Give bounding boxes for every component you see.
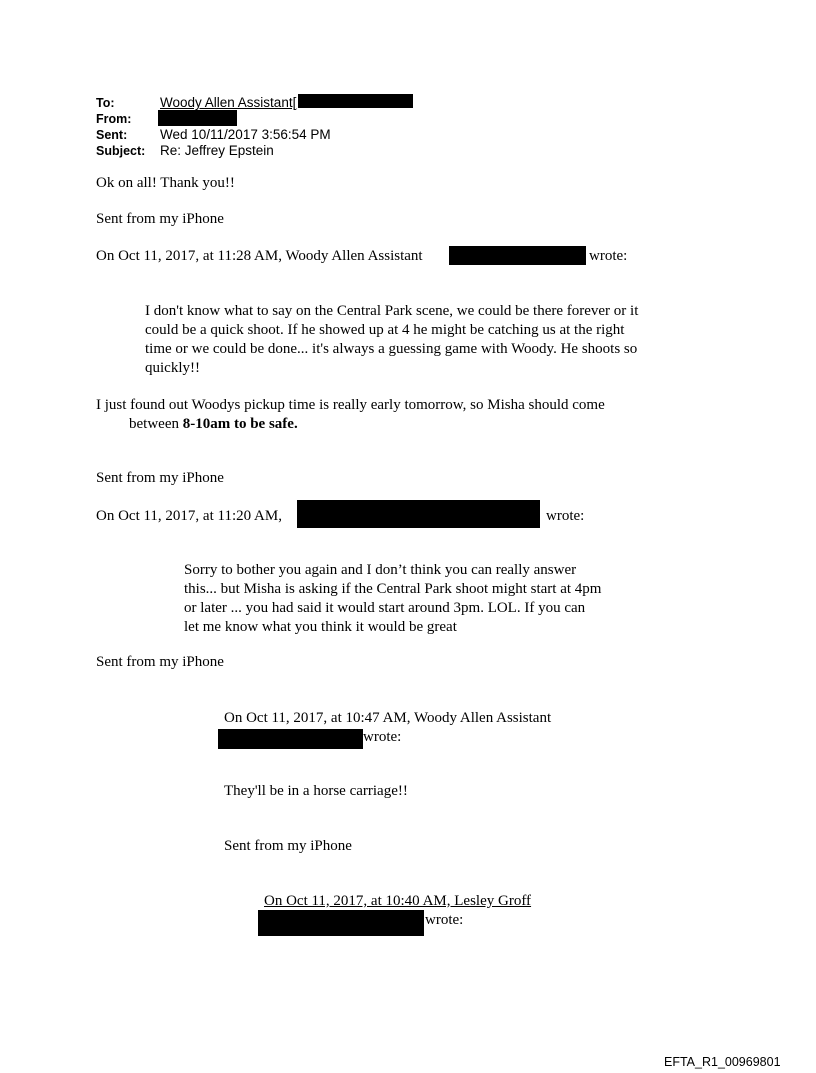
redaction-quote1-sender	[449, 246, 586, 265]
quote1-wrote: wrote:	[589, 248, 628, 264]
quote1-line-4: quickly!!	[145, 360, 200, 376]
from-label: From:	[96, 112, 132, 126]
quote4-header: On Oct 11, 2017, at 10:40 AM, Lesley Groff	[264, 893, 532, 909]
quote1-p2-line-1: I just found out Woodys pickup time is really early tomorrow, so Misha should come	[96, 397, 605, 413]
quote1-line-1: I don't know what to say on the Central Park scene, we could be there forever or it	[145, 303, 639, 319]
quote2-wrote: wrote:	[546, 508, 585, 524]
redaction-quote4-email	[258, 910, 424, 936]
quote2-line-3: or later ... you had said it would start around 3pm. LOL. If you can	[184, 600, 586, 616]
signature-4: Sent from my iPhone	[224, 838, 352, 854]
to-value: Woody Allen Assistant[	[160, 95, 297, 110]
redaction-quote3-email	[218, 729, 363, 749]
quote3-header: On Oct 11, 2017, at 10:47 AM, Woody Allen Assistant	[224, 710, 552, 726]
quote1-line-3: time or we could be done... it's always a guessing game with Woody. He shoots so	[145, 341, 638, 357]
signature-2: Sent from my iPhone	[96, 470, 224, 486]
sent-label: Sent:	[96, 128, 128, 142]
redaction-from	[158, 110, 237, 126]
quote1-line-2: could be a quick shoot. If he showed up at 4 he might be catching us at the right	[145, 322, 625, 338]
reply-text: Ok on all! Thank you!!	[96, 175, 235, 191]
redaction-quote2-sender	[297, 500, 540, 528]
quote1-p2-line-2	[129, 415, 298, 434]
quote2-header: On Oct 11, 2017, at 11:20 AM,	[96, 508, 282, 524]
quote2-line-4: let me know what you think it would be great	[184, 619, 457, 635]
quote3-text: They'll be in a horse carriage!!	[224, 783, 408, 799]
quote2-line-2: this... but Misha is asking if the Central Park shoot might start at 4pm	[184, 581, 602, 597]
bates-number: EFTA_R1_00969801	[664, 1055, 781, 1069]
quote1-header: On Oct 11, 2017, at 11:28 AM, Woody Allen Assistant	[96, 248, 423, 264]
redaction-to-email	[298, 94, 413, 108]
subject-label: Subject:	[96, 144, 146, 158]
quote1-p2-between: between	[129, 416, 183, 432]
signature-3: Sent from my iPhone	[96, 654, 224, 670]
quote1-p2-bold: 8-10am to be safe.	[182, 416, 298, 432]
signature-1: Sent from my iPhone	[96, 211, 224, 227]
subject-value: Re: Jeffrey Epstein	[160, 143, 274, 158]
sent-value: Wed 10/11/2017 3:56:54 PM	[160, 127, 331, 142]
quote3-wrote: wrote:	[363, 729, 402, 745]
quote4-wrote: wrote:	[425, 912, 464, 928]
quote2-line-1: Sorry to bother you again and I don’t think you can really answer	[184, 562, 577, 578]
to-label: To:	[96, 96, 115, 110]
